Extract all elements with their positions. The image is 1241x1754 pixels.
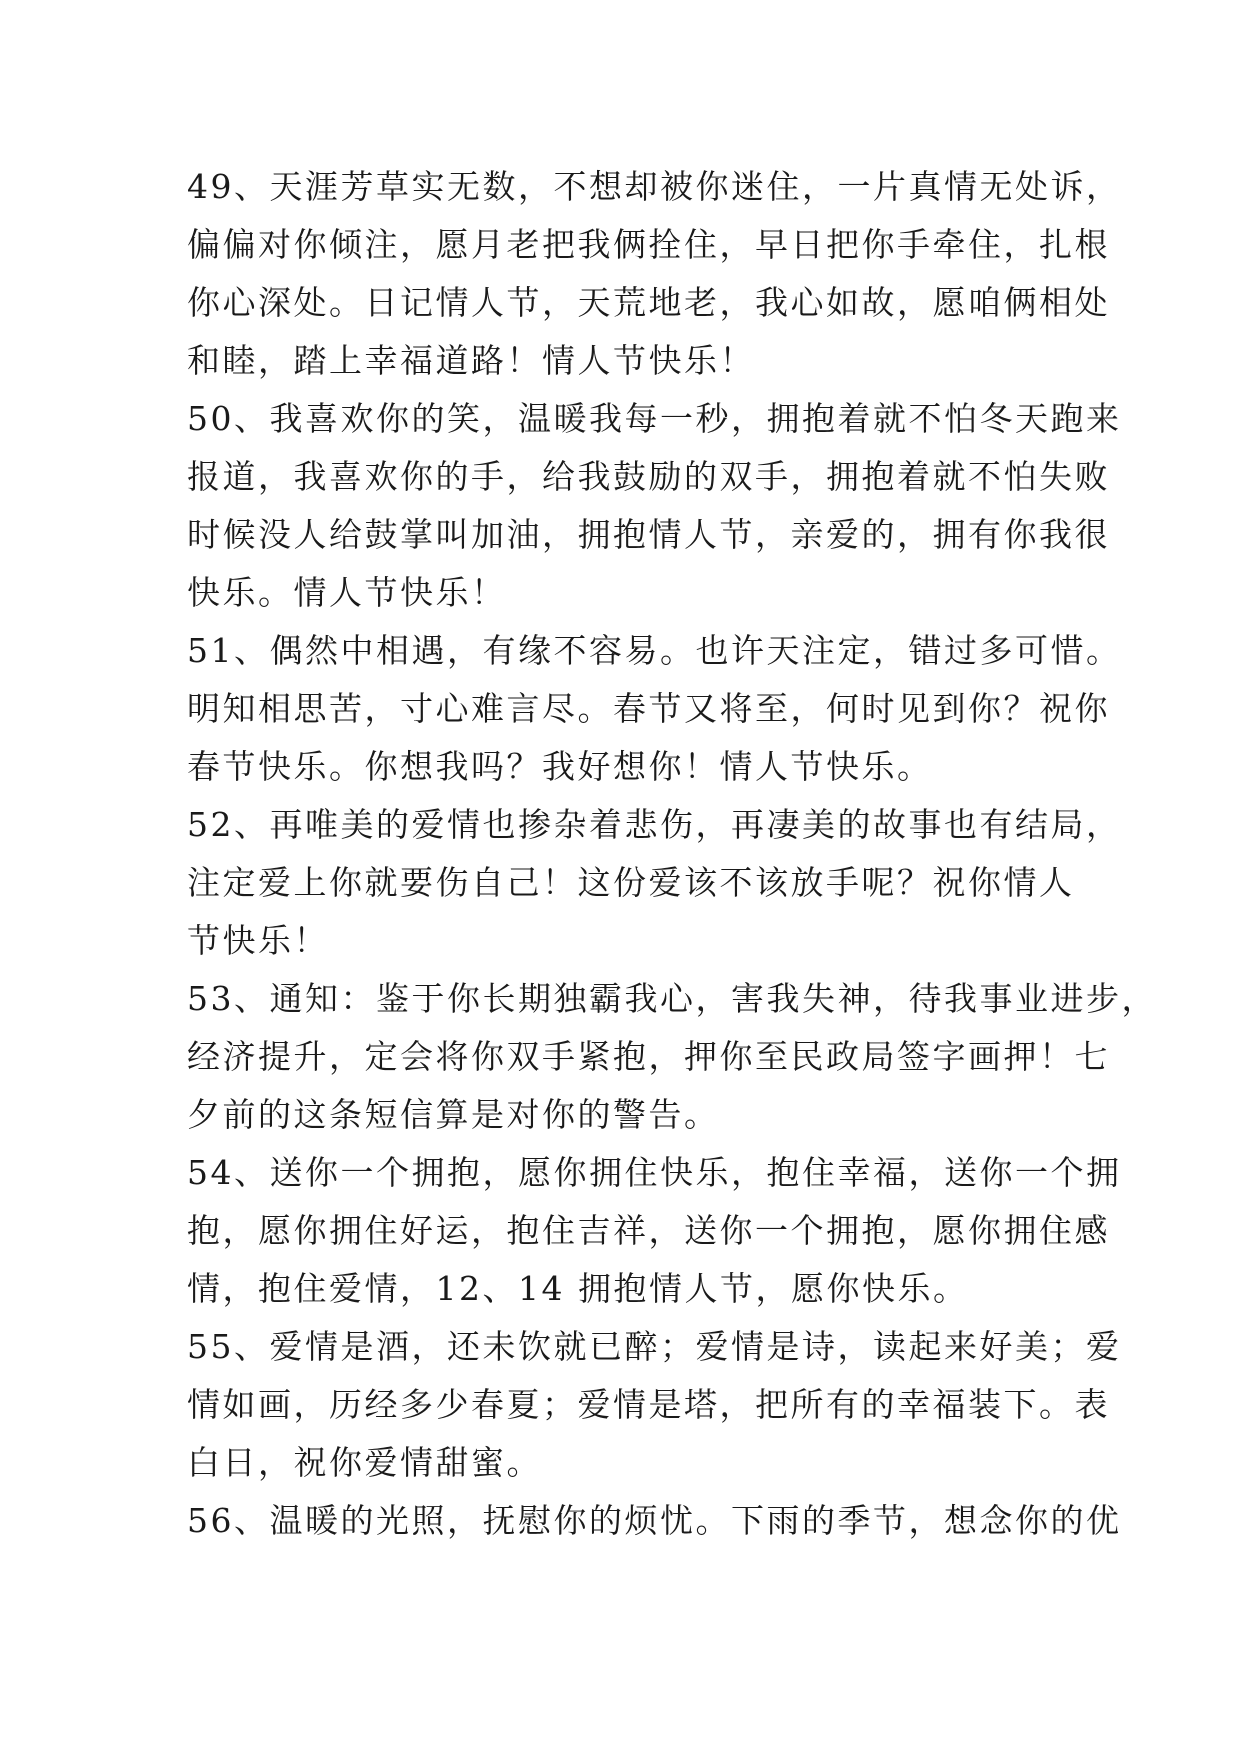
text-line: 时候没人给鼓掌叫加油，拥抱情人节，亲爱的，拥有你我很 xyxy=(187,515,1110,554)
text-line: 情，抱住爱情，12、14 拥抱情人节，愿你快乐。 xyxy=(187,1269,969,1308)
text-line: 和睦，踏上幸福道路！情人节快乐！ xyxy=(187,341,755,380)
document-body xyxy=(187,158,1157,1550)
text-line: 56、温暖的光照，抚慰你的烦忧。下雨的季节，想念你的优 xyxy=(187,1501,1122,1540)
text-line: 54、送你一个拥抱，愿你拥住快乐，抱住幸福，送你一个拥 xyxy=(187,1153,1122,1192)
text-line: 白日，祝你爱情甜蜜。 xyxy=(187,1443,542,1482)
text-line: 春节快乐。你想我吗？我好想你！情人节快乐。 xyxy=(187,747,933,786)
text-line: 偏偏对你倾注，愿月老把我俩拴住，早日把你手牵住，扎根 xyxy=(187,225,1110,264)
text-line: 你心深处。日记情人节，天荒地老，我心如故，愿咱俩相处 xyxy=(187,283,1110,322)
text-line: 注定爱上你就要伤自己！这份爱该不该放手呢？祝你情人 xyxy=(187,863,1075,902)
text-line: 抱，愿你拥住好运，抱住吉祥，送你一个拥抱，愿你拥住感 xyxy=(187,1211,1110,1250)
text-line: 明知相思苦，寸心难言尽。春节又将至，何时见到你？祝你 xyxy=(187,689,1110,728)
text-line: 节快乐！ xyxy=(187,921,329,960)
text-line: 报道，我喜欢你的手，给我鼓励的双手，拥抱着就不怕失败 xyxy=(187,457,1110,496)
text-line: 51、偶然中相遇，有缘不容易。也许天注定，错过多可惜。 xyxy=(187,631,1122,670)
text-line: 49、天涯芳草实无数，不想却被你迷住，一片真情无处诉， xyxy=(187,167,1122,206)
text-line: 夕前的这条短信算是对你的警告。 xyxy=(187,1095,720,1134)
text-line: 53、通知：鉴于你长期独霸我心，害我失神，待我事业进步， xyxy=(187,979,1157,1018)
text-line: 55、爱情是酒，还未饮就已醉；爱情是诗，读起来好美；爱 xyxy=(187,1327,1122,1366)
text-line: 快乐。情人节快乐！ xyxy=(187,573,507,612)
text-line: 50、我喜欢你的笑，温暖我每一秒，拥抱着就不怕冬天跑来 xyxy=(187,399,1122,438)
text-line: 经济提升，定会将你双手紧抱，押你至民政局签字画押！七 xyxy=(187,1037,1110,1076)
text-line: 52、再唯美的爱情也掺杂着悲伤，再凄美的故事也有结局， xyxy=(187,805,1122,844)
text-line: 情如画，历经多少春夏；爱情是塔，把所有的幸福装下。表 xyxy=(187,1385,1110,1424)
